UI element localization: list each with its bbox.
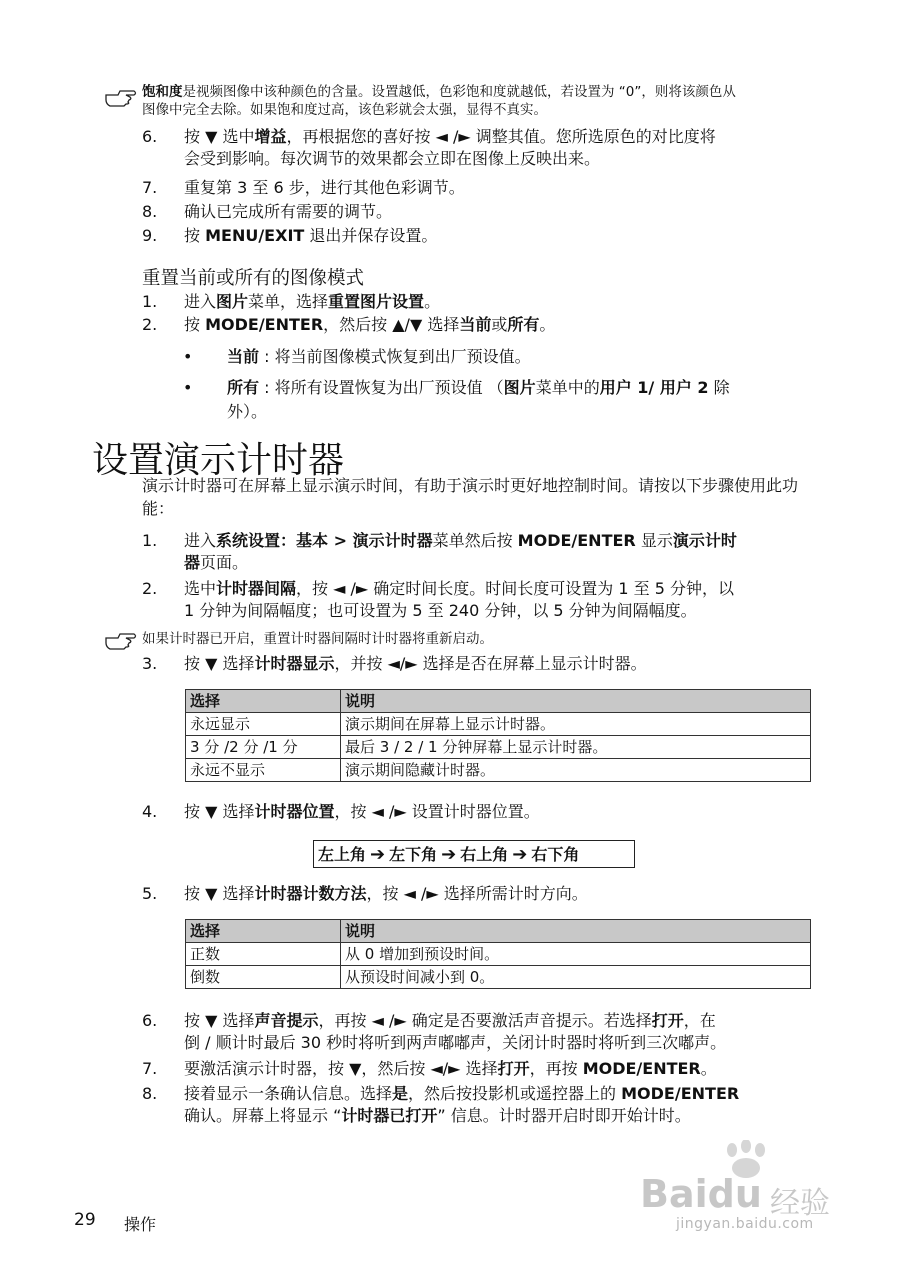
table-cell: 永远显示 [186, 713, 341, 736]
table-header-cell: 说明 [341, 920, 811, 943]
table-cell: 倒数 [186, 966, 341, 989]
flow-item: 右下角 [531, 845, 580, 864]
table-header-row [186, 920, 811, 943]
watermark-cn: 经验 [770, 1186, 830, 1221]
table-cell: 演示期间隐藏计时器。 [341, 759, 811, 782]
table-cell: 永远不显示 [186, 759, 341, 782]
table-row [186, 736, 811, 759]
table-header-cell: 选择 [186, 920, 341, 943]
pointing-hand-icon [104, 86, 138, 108]
reset-heading: 重置当前或所有的图像模式 [142, 268, 365, 289]
table-row [186, 759, 811, 782]
timer-display-table [185, 689, 811, 782]
arrow-right-icon: ➔ [441, 844, 457, 865]
table-cell: 最后 3 / 2 / 1 分钟屏幕上显示计时器。 [341, 736, 811, 759]
arrow-right-icon: ➔ [512, 844, 528, 865]
pointing-hand-icon [104, 629, 138, 651]
table-row [186, 713, 811, 736]
flow-item: 左下角 [389, 845, 438, 864]
timer-position-flow [313, 840, 635, 868]
table-cell: 正数 [186, 943, 341, 966]
table-header-row [186, 690, 811, 713]
table-cell: 从 0 增加到预设时间。 [341, 943, 811, 966]
footer-section-label: 操作 [124, 1215, 157, 1234]
timer-restart-note: 如果计时器已开启，重置计时器间隔时计时器将重新启动。 [142, 631, 493, 647]
table-row [186, 966, 811, 989]
watermark-url: jingyan.baidu.com [676, 1216, 814, 1232]
watermark-brand: Baidu [640, 1172, 762, 1216]
table-cell: 3 分 /2 分 /1 分 [186, 736, 341, 759]
table-cell: 演示期间在屏幕上显示计时器。 [341, 713, 811, 736]
flow-item: 左上角 [318, 845, 367, 864]
intro-paragraph: 演示计时器可在屏幕上显示演示时间，有助于演示时更好地控制时间。请按以下步骤使用此功能： [142, 476, 799, 518]
table-cell: 从预设时间减小到 0。 [341, 966, 811, 989]
count-method-table [185, 919, 811, 989]
table-row [186, 943, 811, 966]
saturation-note: 饱和度是视频图像中该种颜色的含量。设置越低，色彩饱和度就越低，若设置为 “0”，则将该颜色从 图像中完全去除。如果饱和度过高，该色彩就会太强，显得不真实。 [142, 84, 736, 118]
arrow-right-icon: ➔ [370, 844, 386, 865]
table-header-cell: 选择 [186, 690, 341, 713]
section-title: 设置演示计时器 [92, 440, 345, 481]
page-number: 29 [74, 1210, 96, 1230]
table-header-cell: 说明 [341, 690, 811, 713]
flow-item: 右上角 [460, 845, 509, 864]
